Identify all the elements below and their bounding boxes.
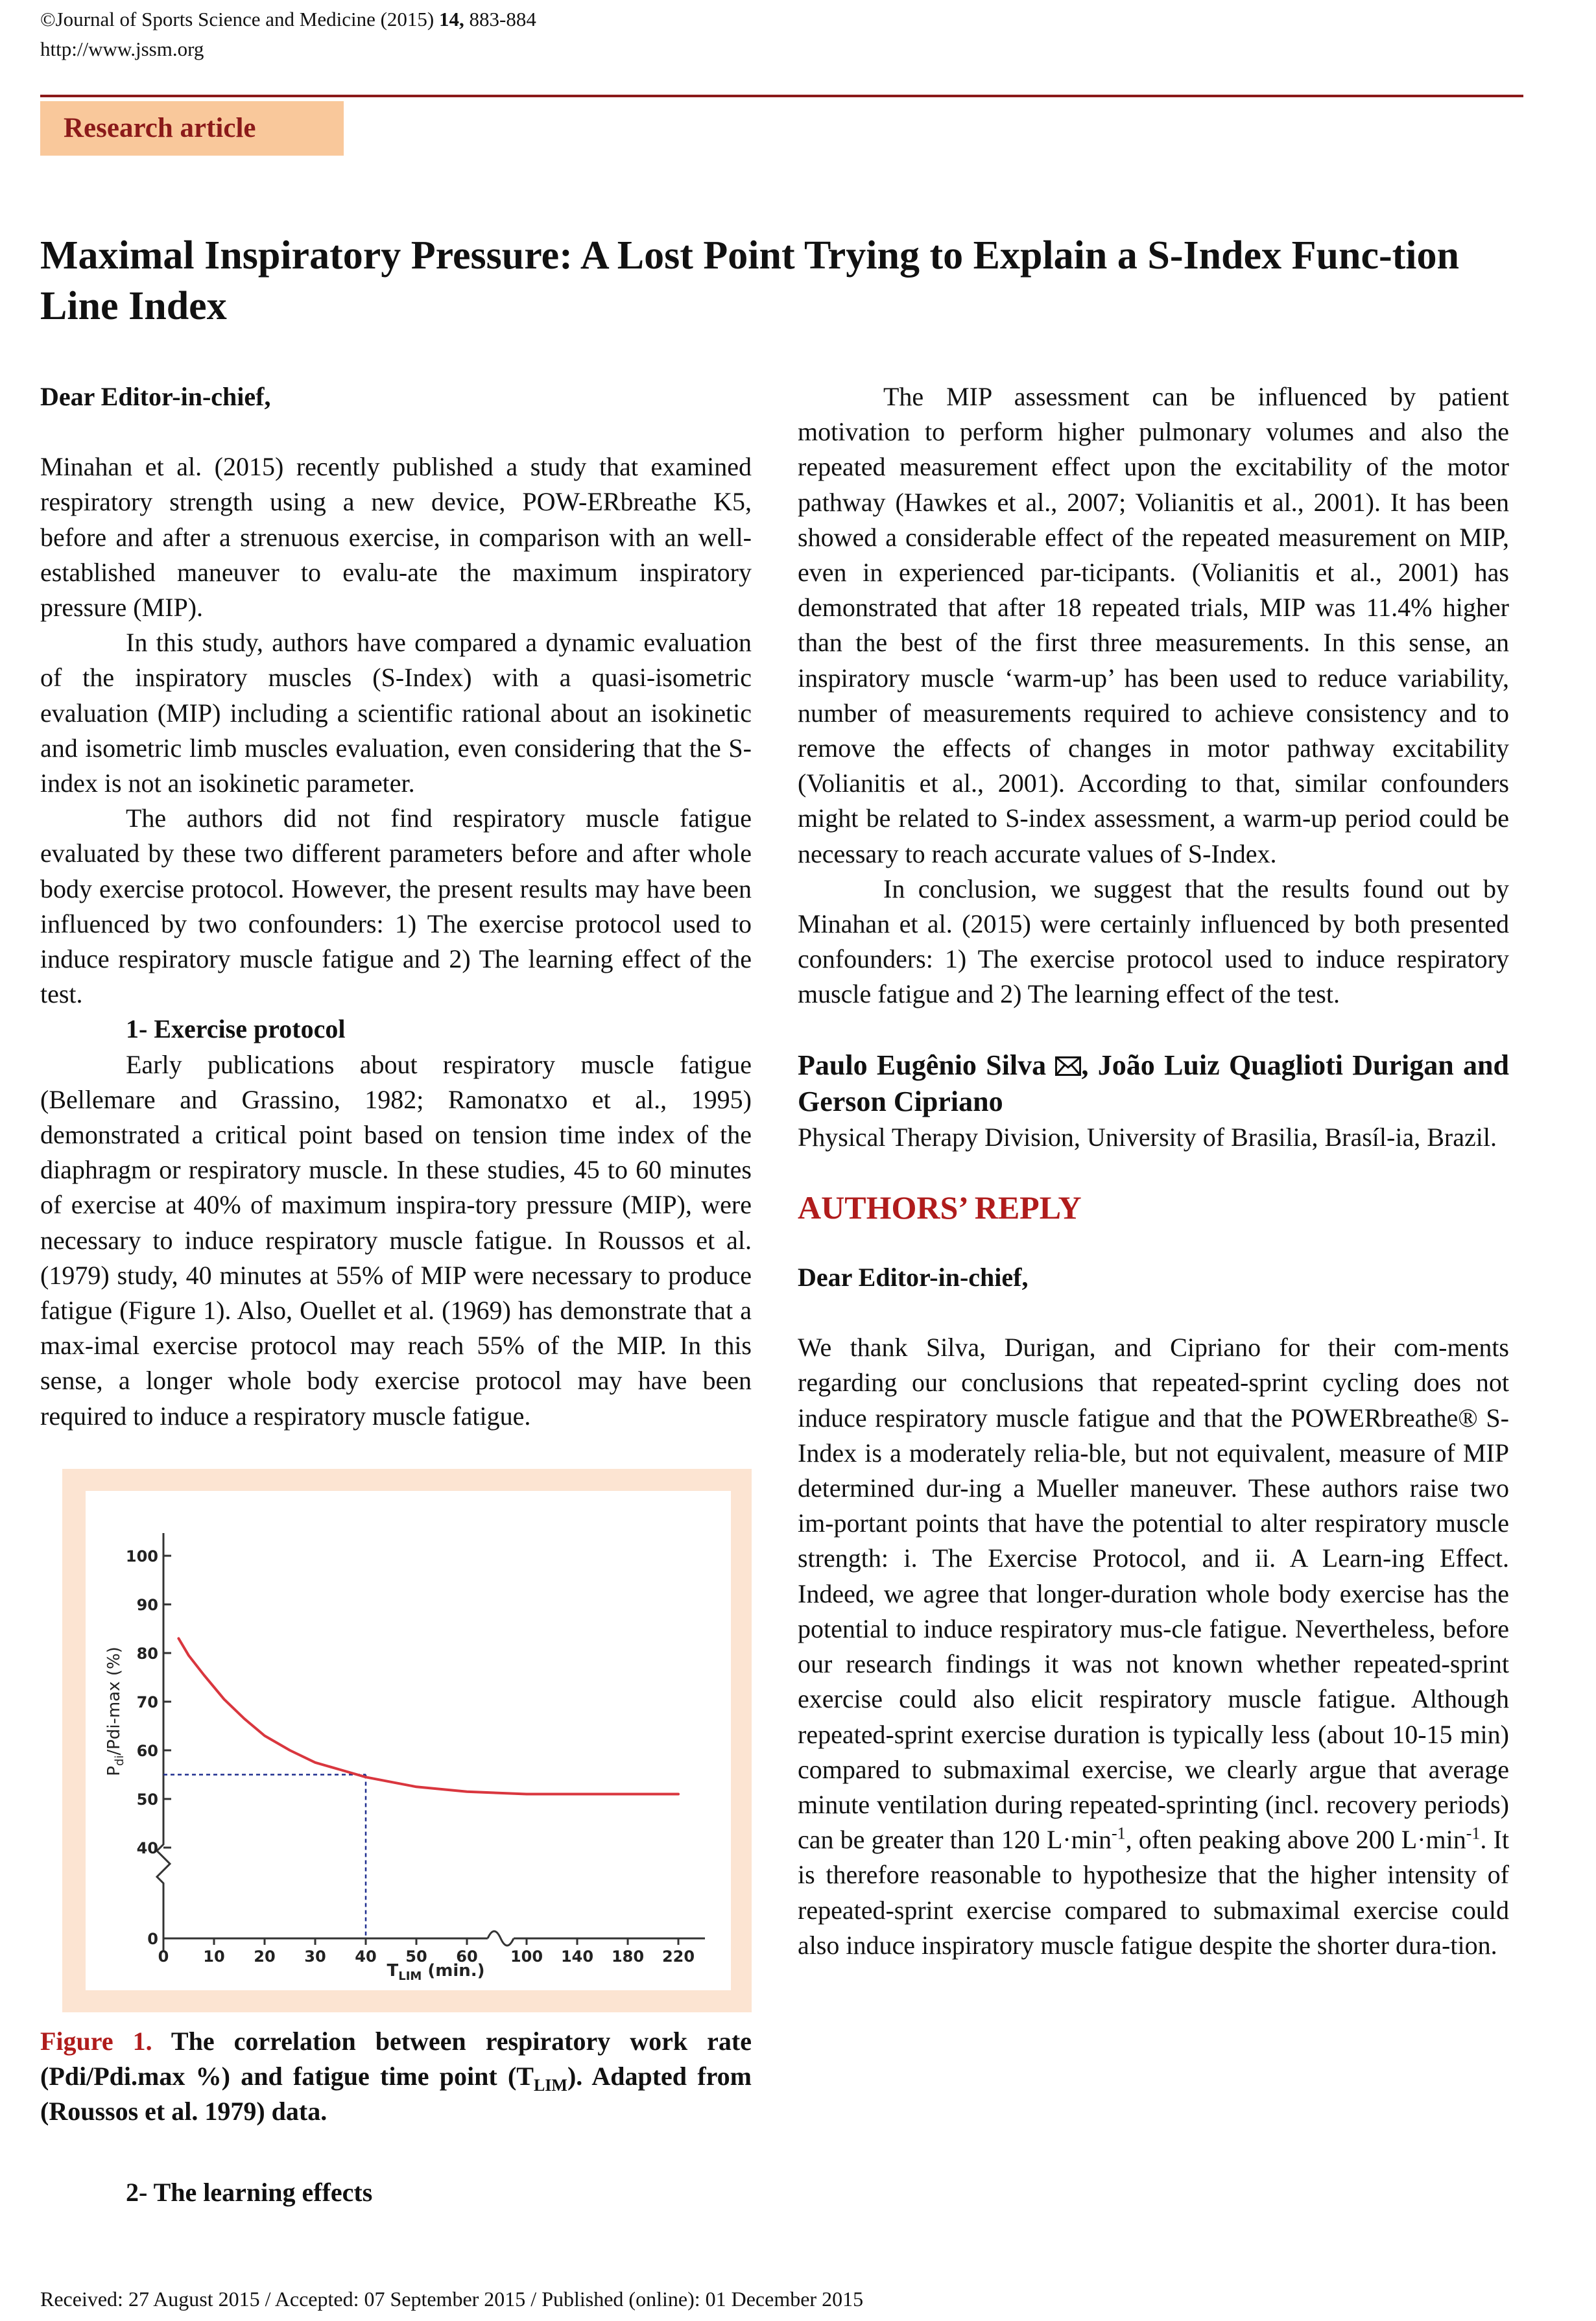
letter-paragraph-2: In this study, authors have compared a dynamic evaluation of the inspiratory muscles (S-Index) with a quasi-isometric evaluation (MIP) including a scientific rational about an isokinetic and isometric limb muscles evaluation, even considering that the S-index is not an isokinetic parameter. [40,628,752,798]
reply-paragraph-1: We thank Silva, Durigan, and Cipriano for their com-ments regarding our conclusions that repeated-sprint cycling does not induce respiratory muscle fatigue and that the POWERbreathe® S-Index is a moderately relia-ble, but not equivalent, measure of MIP determined dur-ing a Mueller maneuver. These authors raise two im-portant points that have the potential to alter respiratory muscle strength: i. The Exercise Protocol, and ii. A Learn-ing Effect. Indeed, we agree that longer-duration whole body exercise has the potential to induce respiratory mus-cle fatigue. Nevertheless, before our research findings it was not known whether repeated-sprint exercise could also elicit respiratory muscle fatigue. Although repeated-sprint exercise duration is typically less (about 10-15 min) compared to submaximal exercise, we clearly argue that average minute ventilation during repeated-sprinting (incl. recovery periods) can be greater than 120 $L\cdot\min^{-1}$, often peaking above 200 $L\cdot\min^{-1}$. It is therefore reasonable to hypothesize that the higher intensity of repeated-sprint exercise compared to submaximal exercise could also induce inspiratory muscle fatigue despite the shorter dura-tion. [798,1333,1510,1960]
journal-citation: ©Journal of Sports Science and Medicine (2015) 14, 883-884 [40,8,536,30]
y-tick-label: 100 [125,1547,158,1565]
figure-1-chart [86,1491,731,1990]
header-divider [40,95,1523,97]
x-tick-label: 180 [611,1947,645,1966]
reply-salutation: Dear Editor-in-chief, [798,1263,1029,1292]
x-tick-label: 140 [560,1947,594,1966]
y-tick-label: 80 [136,1644,158,1663]
section-heading-exercise-protocol: 1- Exercise protocol [126,1014,346,1044]
author-affiliation: Physical Therapy Division, University of Brasilia, Brasíl-ia, Brazil. [798,1122,1497,1152]
figure-1-caption: Figure 1. The correlation between respiratory work rate (Pdi/Pdi.max %) and fatigue time point $(T_{LIM})$. Adapted from (Roussos et al. 1979) data. [40,2026,752,2126]
letter-paragraph-3: The authors did not find respiratory muscle fatigue evaluated by these two different parameters before and after whole body exercise protocol. However, the present results may have been influenced by two confounders: 1) The exercise protocol used to induce respiratory muscle fatigue and 2) The learning effect of the test. [40,803,752,1009]
y-tick-label: 40 [136,1839,158,1857]
publication-dates: Received: 27 August 2015 / Accepted: 07 September 2015 / Published (online): 01 December 2015 [40,2287,864,2311]
authors-reply-heading: AUTHORS’ REPLY [798,1189,1082,1226]
figure-1-caption-label: Figure 1. [40,2026,152,2056]
chart-plot-background [86,1491,731,1990]
x-tick-label: 20 [254,1947,276,1966]
y-tick-label: 60 [136,1741,158,1760]
section-heading-learning-effects: 2- The learning effects [126,2177,373,2207]
x-tick-label: 50 [405,1947,427,1966]
left-column [40,379,752,2210]
right-column [798,379,1509,1963]
journal-volume: 14, [439,8,464,30]
x-axis-label: $T_{LIM}$ (min.) [387,1960,485,1983]
x-tick-label: 10 [203,1947,225,1966]
article-type-badge: Research article [40,101,344,156]
x-tick-label: 30 [304,1947,326,1966]
article-title: Maximal Inspiratory Pressure: A Lost Point Trying to Explain a S-Index Func-tion Line Index [40,233,1459,328]
letter-paragraph-5: The MIP assessment can be influenced by patient motivation to perform higher pulmonary volumes and also the repeated measurement effect upon the excitability of the motor pathway (Hawkes et al., 2007; Volianitis et al., 2001). It has been showed a considerable effect of the repeated measurement on MIP, even in experienced par-ticipants. (Volianitis et al., 2001) has demonstrated that after 18 repeated trials, MIP was 11.4% higher than the best of the first three measurements. In this sense, an inspiratory muscle ‘warm-up’ has been used to reduce variability, number of measurements required to achieve consistency and to remove the effects of changes in motor pathway excitability (Volianitis et al., 2001). According to that, similar confounders might be related to S-index assessment, a warm-up period could be necessary to reach accurate values of S-Index. [798,382,1509,868]
x-tick-label: 100 [510,1947,543,1966]
journal-url[interactable]: http://www.jssm.org [40,38,204,60]
envelope-icon[interactable] [1055,1056,1081,1076]
y-axis-label: $P_{di}/Pdi-\max$ (%) [104,1647,126,1776]
x-tick-label: 220 [661,1947,695,1966]
figure-1 [62,1469,752,2012]
letter-paragraph-1: Minahan et al. (2015) recently published a study that examined respiratory strength using a new device, POW-ERbreathe K5, before and after a strenuous exercise, in comparison with an well-established maneuver to evalu-ate the maximum inspiratory pressure (MIP). [40,452,752,623]
letter-authors: Paulo Eugênio Silva , João Luiz Quaglioti Durigan and Gerson Cipriano [798,1049,1509,1117]
letter-paragraph-6: In conclusion, we suggest that the results found out by Minahan et al. (2015) were certainly influenced by both presented confounders: 1) The exercise protocol used to induce respiratory muscle fatigue and 2) The learning effect of the test. [798,874,1509,1009]
x-tick-label: 60 [456,1947,478,1966]
y-tick-label: 0 [147,1929,158,1948]
y-tick-label: 70 [136,1693,158,1711]
x-tick-label: 40 [355,1947,377,1966]
letter-paragraph-4: Early publications about respiratory muscle fatigue (Bellemare and Grassino, 1982; Ramonatxo et al., 1995) demonstrated a critical point based on tension time index of the diaphragm or respiratory muscle. In these studies, 45 to 60 minutes of exercise at 40% of maximum inspira-tory pressure (MIP), were necessary to induce respiratory muscle fatigue. In Roussos et al. (1979) study, 40 minutes at 55% of MIP were necessary to produce fatigue (Figure 1). Also, Ouellet et al. (1969) has demonstrate that a max-imal exercise protocol may reach 55% of the MIP. In this sense, a longer whole body exercise protocol may have been required to induce a respiratory muscle fatigue. [40,1049,752,1431]
x-tick-label: 0 [158,1947,169,1966]
letter-salutation: Dear Editor-in-chief, [40,382,271,411]
y-tick-label: 50 [136,1790,158,1809]
y-tick-label: 90 [136,1595,158,1614]
